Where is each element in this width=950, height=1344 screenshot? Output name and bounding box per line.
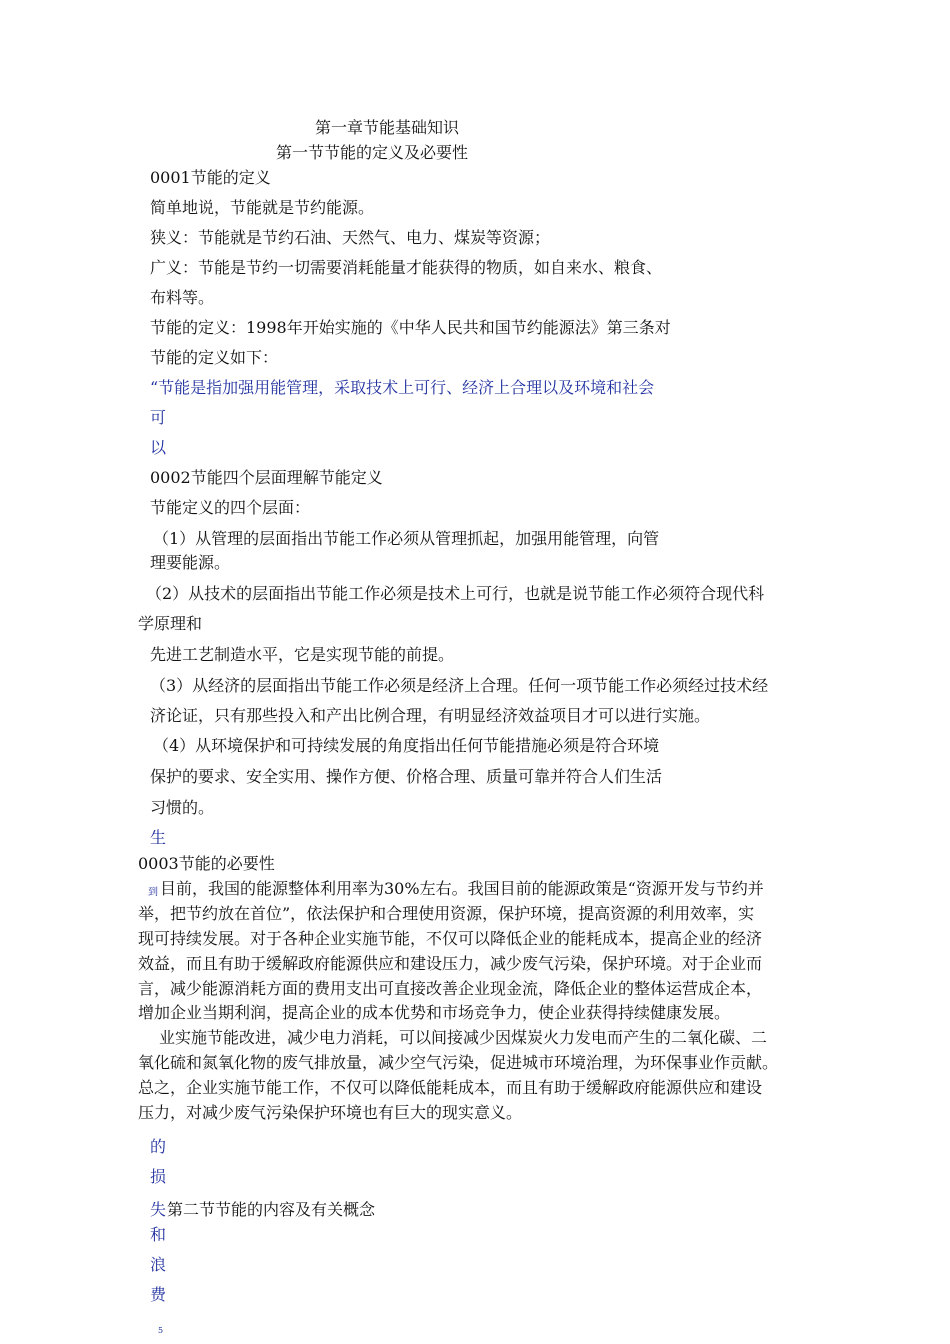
paragraph-line: （3）从经济的层面指出节能工作必须是经济上合理。任何一项节能工作必须经过技术经 [150, 676, 769, 695]
paragraph-line: 理要能源。 [150, 553, 231, 572]
section-title: 第一节节能的定义及必要性 [276, 143, 469, 162]
paragraph-line: 节能的定义如下： [150, 348, 279, 367]
paragraph-line: 简单地说，节能就是节约能源。 [150, 198, 375, 217]
paragraph-line: 狭义：节能就是节约石油、天然气、电力、煤炭等资源； [150, 228, 551, 247]
paragraph-line: 习惯的。 [150, 798, 215, 817]
quote-line: “节能是指加强用能管理，采取技术上可行、经济上合理以及环境和社会 [150, 378, 655, 397]
page-mark: 5 [158, 1326, 164, 1335]
vertical-char: 损 [150, 1167, 167, 1186]
vertical-char: 生 [150, 828, 167, 847]
paragraph-line: 保护的要求、安全实用、操作方便、价格合理、质量可靠并符合人们生活 [150, 767, 663, 786]
vertical-char: 可 [150, 408, 167, 427]
paragraph-line: 学原理和 [138, 614, 203, 633]
paragraph-line: 节能定义的四个层面： [150, 498, 311, 517]
paragraph-line: 举，把节约放在首位”，依法保护和合理使用资源，保护环境，提高资源的利用效率，实 [138, 904, 755, 923]
paragraph-line: 济论证，只有那些投入和产出比例合理，有明显经济效益项目才可以进行实施。 [150, 706, 711, 725]
paragraph-line: 先进工艺制造水平，它是实现节能的前提。 [150, 645, 455, 664]
paragraph-line: 业实施节能改进，减少电力消耗，可以间接减少因煤炭火力发电而产生的二氧化碳、二 [159, 1028, 768, 1047]
paragraph-line: 言，减少能源消耗方面的费用支出可直接改善企业现金流，降低企业的整体运营成企本， [138, 979, 763, 998]
paragraph-line: 效益，而且有助于缓解政府能源供应和建设压力，减少废气污染，保护环境。对于企业而 [138, 954, 763, 973]
vertical-char: 的 [150, 1137, 167, 1156]
paragraph-line: 总之，企业实施节能工作，不仅可以降低能耗成本，而且有助于缓解政府能源供应和建设 [138, 1078, 763, 1097]
paragraph-line: 广义：节能是节约一切需要消耗能量才能获得的物质，如自来水、粮食、 [150, 258, 663, 277]
paragraph-line: （4）从环境保护和可持续发展的角度指出任何节能措施必须是符合环境 [153, 736, 660, 755]
vertical-char: 和 [150, 1225, 167, 1244]
subsection-heading: 0003节能的必要性 [138, 854, 275, 873]
paragraph-line: 压力，对减少废气污染保护环境也有巨大的现实意义。 [138, 1103, 523, 1122]
paragraph-line: （1）从管理的层面指出节能工作必须从管理抓起，加强用能管理，向管 [153, 529, 660, 548]
inline-mark: 到 [148, 887, 158, 898]
paragraph-line: 目前，我国的能源整体利用率为30%左右。我国目前的能源政策是“资源开发与节约并 [160, 879, 764, 898]
paragraph-line: 现可持续发展。对于各种企业实施节能，不仅可以降低企业的能耗成本，提高企业的经济 [138, 929, 763, 948]
vertical-char: 失 [150, 1200, 167, 1219]
vertical-char: 以 [150, 438, 167, 457]
paragraph-line: 增加企业当期利润，提高企业的成本优势和市场竞争力，使企业获得持续健康发展。 [138, 1003, 731, 1022]
vertical-char: 浪 [150, 1255, 167, 1274]
subsection-heading: 0002节能四个层面理解节能定义 [150, 468, 383, 487]
paragraph-line: 布料等。 [150, 288, 215, 307]
section-title: 第二节节能的内容及有关概念 [167, 1200, 376, 1219]
chapter-title: 第一章节能基础知识 [315, 118, 460, 137]
paragraph-line: 节能的定义：1998年开始实施的《中华人民共和国节约能源法》第三条对 [150, 318, 671, 337]
vertical-char: 费 [150, 1285, 167, 1304]
paragraph-line: 氧化硫和氮氧化物的废气排放量，减少空气污染，促进城市环境治理，为环保事业作贡献。 [138, 1053, 779, 1072]
subsection-heading: 0001节能的定义 [150, 168, 271, 187]
paragraph-line: （2）从技术的层面指出节能工作必须是技术上可行，也就是说节能工作必须符合现代科 [146, 584, 765, 603]
